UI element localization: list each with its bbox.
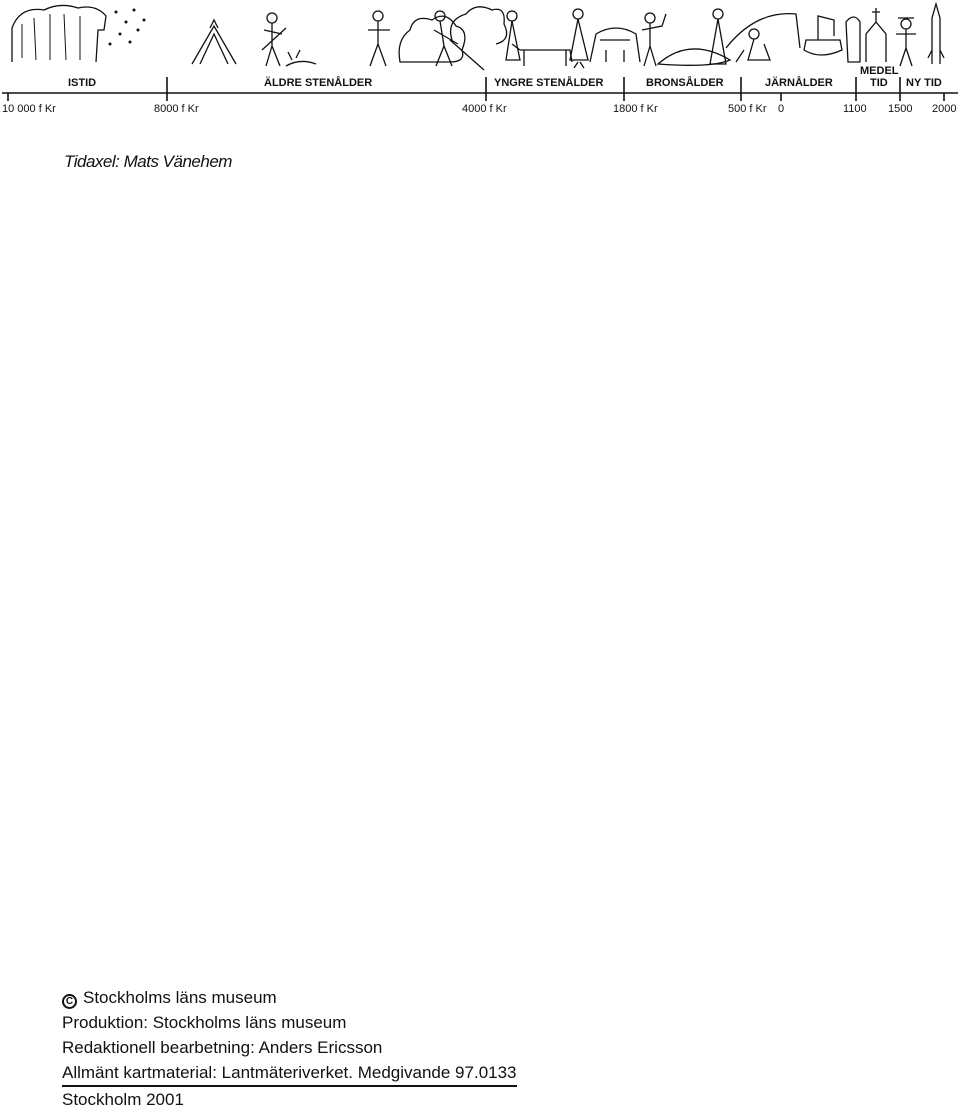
- period-istid: ISTID: [68, 77, 97, 89]
- period-medeltid-line1: MEDEL: [860, 65, 899, 77]
- year-label: 1500: [888, 103, 913, 115]
- viking-ship-illustration: [804, 16, 842, 55]
- cow-illustration: [512, 44, 572, 66]
- maps-text: Allmänt kartmaterial: Lantmäteriverket. Medgivande 97.0133: [62, 1060, 517, 1087]
- burial-mound-illustration: [658, 49, 730, 65]
- hunter-illustration: [262, 13, 286, 66]
- hut-illustration: [192, 20, 236, 64]
- glacier-illustration: [12, 5, 106, 62]
- snow-illustration: [109, 9, 146, 46]
- gentleman-illustration: [896, 18, 916, 66]
- maps-line: [62, 1060, 662, 1087]
- rocket-illustration: [928, 4, 944, 64]
- year-label: 500 f Kr: [728, 103, 767, 115]
- timeline-graphic: [0, 0, 960, 118]
- year-label: 10 000 f Kr: [2, 103, 56, 115]
- period-yngre-stenalder: YNGRE STENÅLDER: [494, 77, 604, 89]
- smith-illustration: [642, 13, 666, 66]
- period-bronsalder: BRONSÅLDER: [646, 77, 724, 89]
- year-label: 4000 f Kr: [462, 103, 507, 115]
- copyright-line: [62, 985, 662, 1010]
- year-label: 1100: [843, 103, 867, 115]
- reindeer-illustration: [286, 50, 316, 66]
- production-line: Produktion: Stockholms läns museum: [62, 1013, 347, 1032]
- runestone-illustration: [846, 17, 860, 62]
- editing-line: Redaktionell bearbetning: Anders Ericsson: [62, 1038, 383, 1057]
- farmer-iron-age-illustration: [736, 29, 770, 62]
- period-jarnalder: JÄRNÅLDER: [765, 77, 833, 89]
- year-label: 8000 f Kr: [154, 103, 199, 115]
- timeline-credit: Tidaxel: Mats Vänehem: [64, 152, 232, 171]
- woman2-illustration: [570, 9, 588, 68]
- longhouse-illustration: [590, 28, 640, 62]
- woman-illustration: [506, 11, 520, 60]
- period-aldre-stenalder: ÄLDRE STENÅLDER: [264, 77, 373, 89]
- farmer-illustration: [434, 11, 484, 70]
- period-medeltid-line2: TID: [870, 77, 888, 89]
- copyright-icon: C: [62, 994, 77, 1009]
- fisher-illustration: [368, 11, 390, 66]
- copyright-text: Stockholms läns museum: [83, 988, 277, 1007]
- place-line: Stockholm 2001: [62, 1090, 184, 1109]
- church-illustration: [866, 8, 886, 62]
- hillfort-illustration: [726, 14, 800, 48]
- year-label: 0: [778, 103, 785, 115]
- year-label: 1800 f Kr: [613, 103, 658, 115]
- illustration-strip: [12, 4, 944, 70]
- year-label: 2000: [932, 103, 957, 115]
- colophon: [62, 985, 662, 1112]
- bush-illustration: [399, 16, 465, 62]
- period-ny-tid: NY TID: [906, 77, 942, 89]
